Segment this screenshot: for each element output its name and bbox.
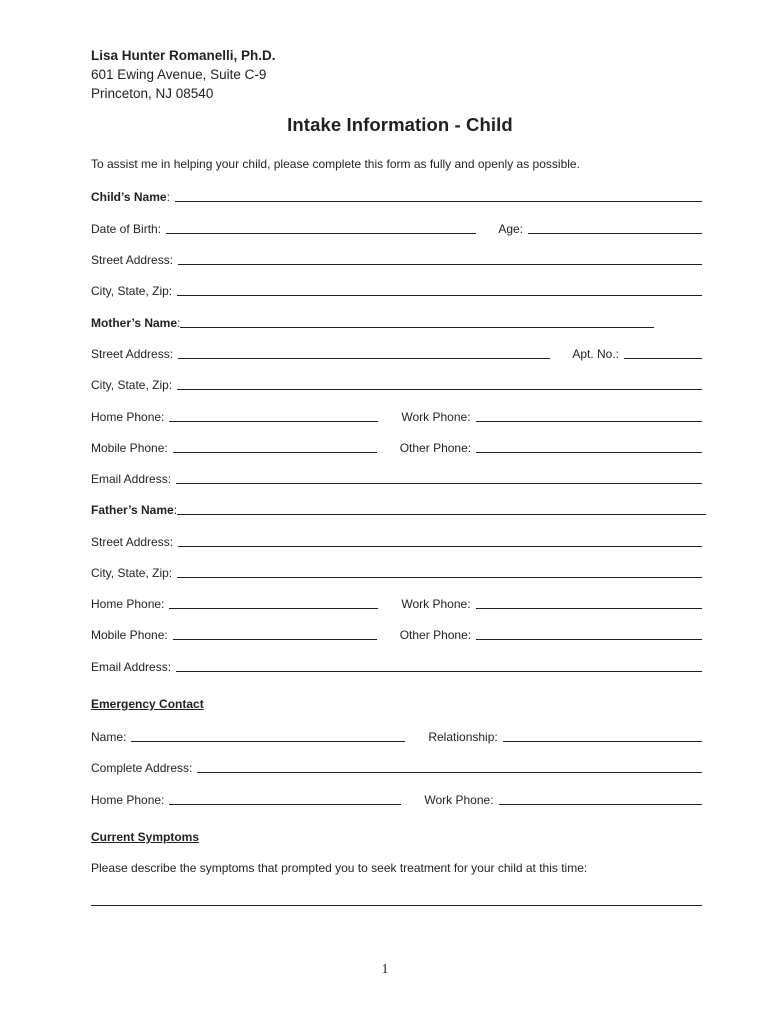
child-dob-field[interactable]: [166, 233, 476, 234]
emergency-relationship-label: Relationship:: [428, 730, 498, 744]
father-mobile-row: [91, 624, 702, 642]
father-city-row: [91, 562, 702, 580]
practitioner-name: Lisa Hunter Romanelli, Ph.D.: [91, 48, 276, 63]
mother-street-row: [91, 343, 702, 361]
child-dob-row: [91, 218, 702, 236]
father-work-phone-field[interactable]: [476, 608, 702, 609]
father-city-field[interactable]: [177, 577, 702, 578]
mother-other-phone-label: Other Phone:: [399, 441, 472, 455]
mother-city-label: City, State, Zip:: [91, 378, 173, 392]
father-street-row: [91, 531, 702, 549]
mother-street-label: Street Address:: [91, 347, 174, 361]
symptoms-answer-field[interactable]: [91, 905, 702, 906]
emergency-phone-row: [91, 789, 702, 807]
father-city-label: City, State, Zip:: [91, 566, 173, 580]
emergency-home-phone-label: Home Phone:: [91, 793, 165, 807]
child-street-field[interactable]: [178, 264, 702, 265]
emergency-address-field[interactable]: [197, 772, 702, 773]
mother-home-phone-label: Home Phone:: [91, 410, 165, 424]
emergency-home-phone-field[interactable]: [169, 804, 401, 805]
mother-email-label: Email Address:: [91, 472, 172, 486]
child-city-row: [91, 280, 702, 298]
father-street-field[interactable]: [178, 546, 702, 547]
father-email-label: Email Address:: [91, 660, 172, 674]
practice-header: [91, 46, 276, 103]
form-intro: To assist me in helping your child, please complete this form as fully and openly as possible.: [91, 157, 580, 171]
mother-apt-label: Apt. No.:: [572, 347, 619, 361]
child-name-field[interactable]: [175, 201, 702, 202]
page-number: 1: [381, 962, 389, 977]
child-age-field[interactable]: [528, 233, 702, 234]
current-symptoms-heading: Current Symptoms: [91, 830, 200, 844]
father-mobile-phone-field[interactable]: [173, 639, 377, 640]
mother-email-field[interactable]: [176, 483, 702, 484]
child-name-row: [91, 186, 702, 204]
child-street-row: [91, 249, 702, 267]
emergency-address-label: Complete Address:: [91, 761, 193, 775]
mother-work-phone-label: Work Phone:: [401, 410, 471, 424]
child-name-label: Child’s Name: [91, 190, 167, 204]
father-work-phone-label: Work Phone:: [401, 597, 471, 611]
father-other-phone-field[interactable]: [476, 639, 702, 640]
emergency-relationship-field[interactable]: [503, 741, 702, 742]
father-name-field[interactable]: [177, 514, 706, 515]
father-phone-row: [91, 593, 702, 611]
child-street-label: Street Address:: [91, 253, 174, 267]
mother-city-row: [91, 374, 702, 392]
father-street-label: Street Address:: [91, 535, 174, 549]
mother-name-row: [91, 312, 654, 330]
father-home-phone-field[interactable]: [169, 608, 378, 609]
symptoms-prompt: Please describe the symptoms that prompted you to seek treatment for your child at this time:: [91, 861, 588, 875]
emergency-name-row: [91, 726, 702, 744]
emergency-name-field[interactable]: [131, 741, 405, 742]
father-mobile-phone-label: Mobile Phone:: [91, 628, 168, 642]
form-title: Intake Information - Child: [287, 114, 513, 135]
mother-street-field[interactable]: [178, 358, 550, 359]
mother-mobile-phone-label: Mobile Phone:: [91, 441, 168, 455]
mother-email-row: [91, 468, 702, 486]
mother-home-phone-field[interactable]: [169, 421, 378, 422]
child-dob-label: Date of Birth:: [91, 222, 162, 236]
mother-phone-row: [91, 406, 702, 424]
mother-name-label: Mother’s Name: [91, 316, 178, 330]
mother-apt-field[interactable]: [624, 358, 702, 359]
emergency-work-phone-label: Work Phone:: [424, 793, 494, 807]
father-other-phone-label: Other Phone:: [399, 628, 472, 642]
child-city-field[interactable]: [177, 295, 702, 296]
emergency-name-label: Name:: [91, 730, 127, 744]
mother-mobile-phone-field[interactable]: [173, 452, 377, 453]
mother-work-phone-field[interactable]: [476, 421, 702, 422]
mother-name-field[interactable]: [180, 327, 654, 328]
emergency-work-phone-field[interactable]: [499, 804, 702, 805]
mother-name-colon: :: [177, 316, 181, 330]
father-name-label: Father’s Name: [91, 503, 174, 517]
mother-city-field[interactable]: [177, 389, 702, 390]
mother-mobile-row: [91, 437, 702, 455]
practice-street: 601 Ewing Avenue, Suite C-9: [91, 67, 267, 82]
child-age-label: Age:: [498, 222, 523, 236]
father-email-row: [91, 656, 702, 674]
child-name-colon: :: [166, 190, 170, 204]
practice-city: Princeton, NJ 08540: [91, 86, 214, 101]
emergency-contact-heading: Emergency Contact: [91, 697, 204, 711]
emergency-address-row: [91, 757, 702, 775]
father-name-row: [91, 499, 706, 517]
child-city-label: City, State, Zip:: [91, 284, 173, 298]
father-name-colon: :: [173, 503, 178, 517]
father-home-phone-label: Home Phone:: [91, 597, 165, 611]
mother-other-phone-field[interactable]: [476, 452, 702, 453]
father-email-field[interactable]: [176, 671, 702, 672]
